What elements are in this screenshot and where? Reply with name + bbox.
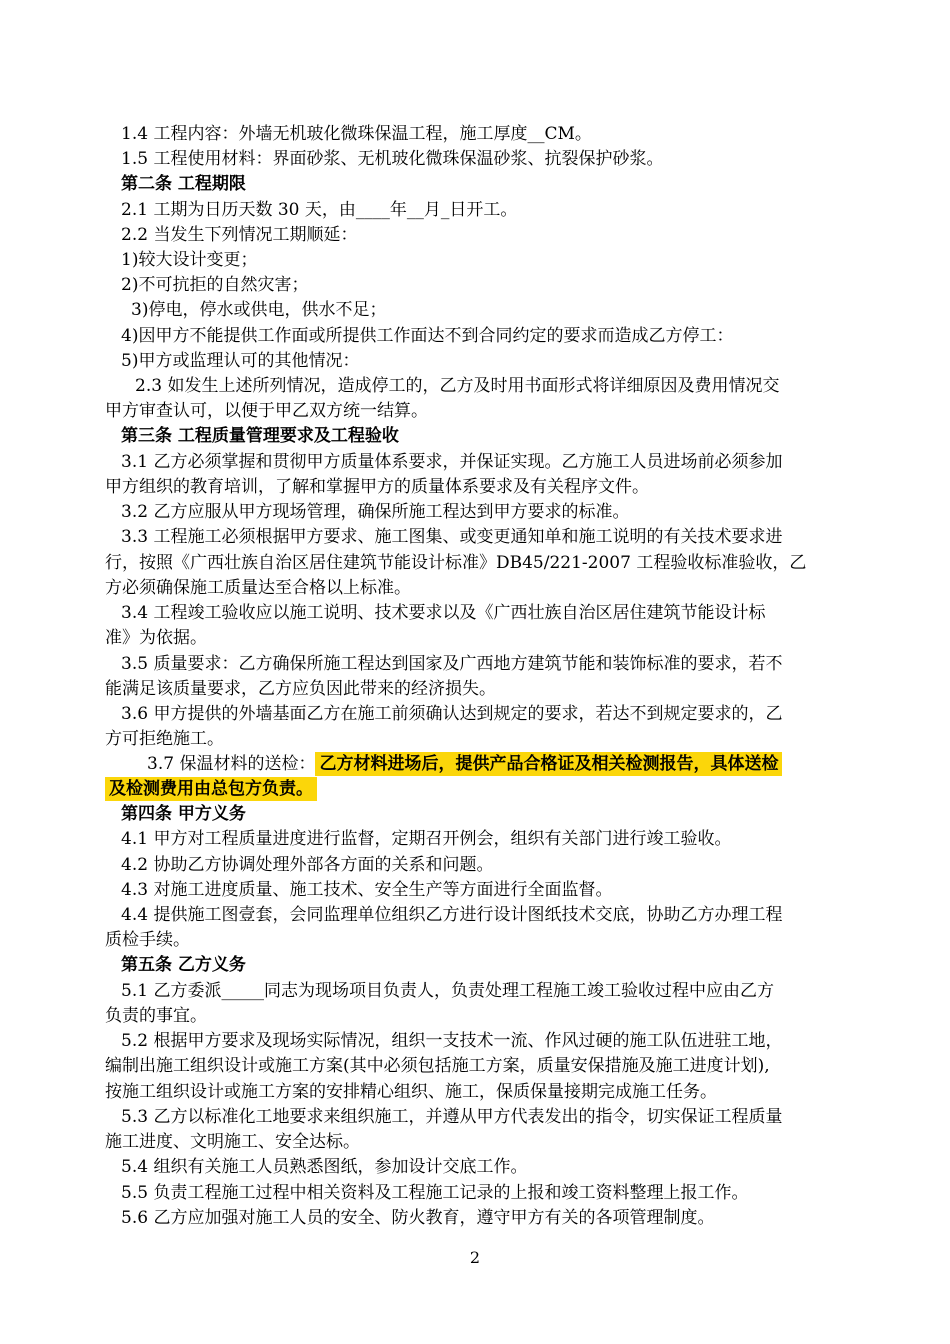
line-text: 4.1 甲方对工程质量进度进行监督，定期召开例会，组织有关部门进行竣工验收。	[121, 829, 732, 849]
section-heading	[121, 802, 246, 827]
line-text: 5)甲方或监理认可的其他情况：	[121, 351, 360, 371]
text-line	[121, 1155, 527, 1180]
highlighted-text: 及检测费用由总包方负责。	[105, 777, 317, 801]
line-text: 行，按照《广西壮族自治区居住建筑节能设计标准》DB45/221-2007 工程验收标准验收，乙	[105, 553, 807, 573]
line-text: 3.6 甲方提供的外墙基面乙方在施工前须确认达到规定的要求，若达不到规定要求的，乙	[121, 704, 783, 724]
text-line	[131, 298, 386, 323]
line-text: 3.7 保温材料的送检：	[147, 754, 316, 774]
text-line	[105, 551, 806, 576]
text-line	[105, 928, 190, 953]
text-line	[121, 652, 782, 677]
text-line	[105, 1054, 770, 1079]
text-line	[121, 601, 765, 626]
text-line	[105, 1130, 360, 1155]
line-text: 2.3 如发生上述所列情况，造成停工的，乙方及时用书面形式将详细原因及费用情况交	[135, 376, 780, 396]
section-heading	[121, 172, 246, 197]
line-text: 3.5 质量要求：乙方确保所施工程达到国家及广西地方建筑节能和装饰标准的要求，若不	[121, 654, 783, 674]
line-text: 准》为依据。	[105, 628, 207, 648]
line-text: 3.4 工程竣工验收应以施工说明、技术要求以及《广西壮族自治区居住建筑节能设计标	[121, 603, 766, 623]
line-text: 编制出施工组织设计或施工方案(其中必须包括施工方案，质量安保措施及施工进度计划),	[105, 1056, 770, 1076]
text-line	[147, 752, 782, 777]
line-text: 2)不可抗拒的自然灾害；	[121, 275, 309, 295]
text-line	[121, 324, 733, 349]
line-text: 4.3 对施工进度质量、施工技术、安全生产等方面进行全面监督。	[121, 880, 613, 900]
line-text: 能满足该质量要求，乙方应负因此带来的经济损失。	[105, 679, 496, 699]
text-line	[121, 273, 308, 298]
line-text: 2.2 当发生下列情况工期顺延：	[121, 225, 358, 245]
text-line	[121, 525, 782, 550]
line-text: 施工进度、文明施工、安全达标。	[105, 1132, 360, 1152]
text-line	[121, 878, 612, 903]
line-text: 4.4 提供施工图壹套，会同监理单位组织乙方进行设计图纸技术交底，协助乙方办理工程	[121, 905, 783, 925]
line-text: 3.3 工程施工必须根据甲方要求、施工图集、或变更通知单和施工说明的有关技术要求进	[121, 527, 783, 547]
text-line	[105, 1004, 207, 1029]
line-text: 5.3 乙方以标准化工地要求来组织施工，并遵从甲方代表发出的指令，切实保证工程质量	[121, 1107, 783, 1127]
line-text: 1.4 工程内容：外墙无机玻化微珠保温工程，施工厚度__CM。	[121, 124, 592, 144]
line-text: 3.1 乙方必须掌握和贯彻甲方质量体系要求，并保证实现。乙方施工人员进场前必须参加	[121, 452, 783, 472]
line-text: 5.1 乙方委派_____同志为现场项目负责人，负责处理工程施工竣工验收过程中应由乙方	[121, 981, 774, 1001]
text-line	[105, 727, 224, 752]
text-line	[121, 500, 629, 525]
text-line	[121, 248, 257, 273]
text-line	[105, 475, 649, 500]
line-text: 3.2 乙方应服从甲方现场管理，确保所施工程达到甲方要求的标准。	[121, 502, 630, 522]
text-line	[121, 702, 782, 727]
line-text: 第四条 甲方义务	[121, 804, 246, 824]
text-line	[121, 1206, 714, 1231]
line-text: 1.5 工程使用材料：界面砂浆、无机玻化微珠保温砂浆、抗裂保护砂浆。	[121, 149, 664, 169]
line-text: 甲方审查认可，以便于甲乙双方统一结算。	[105, 401, 428, 421]
line-text: 质检手续。	[105, 930, 190, 950]
line-text: 5.4 组织有关施工人员熟悉图纸，参加设计交底工作。	[121, 1157, 528, 1177]
text-line	[121, 979, 774, 1004]
line-text: 方可拒绝施工。	[105, 729, 224, 749]
highlighted-text: 乙方材料进场后，提供产品合格证及相关检测报告，具体送检	[315, 752, 782, 776]
text-line	[121, 903, 782, 928]
text-line	[105, 399, 428, 424]
line-text: 3)停电，停水或供电，供水不足；	[131, 300, 387, 320]
text-line	[121, 827, 731, 852]
line-text: 第三条 工程质量管理要求及工程验收	[121, 426, 399, 446]
line-text: 5.6 乙方应加强对施工人员的安全、防火教育，遵守甲方有关的各项管理制度。	[121, 1208, 715, 1228]
line-text: 第二条 工程期限	[121, 174, 246, 194]
text-line	[105, 626, 207, 651]
line-text: 方必须确保施工质量达至合格以上标准。	[105, 578, 411, 598]
text-line	[121, 147, 663, 172]
text-line	[121, 1105, 782, 1130]
text-line	[105, 777, 317, 802]
text-line	[121, 198, 517, 223]
text-line	[121, 122, 592, 147]
text-line	[121, 450, 782, 475]
text-line	[135, 374, 779, 399]
text-line	[105, 576, 411, 601]
line-text: 第五条 乙方义务	[121, 955, 246, 975]
line-text: 4.2 协助乙方协调处理外部各方面的关系和问题。	[121, 855, 494, 875]
text-line	[105, 677, 496, 702]
line-text: 2.1 工期为日历天数 30 天，由____年__月_日开工。	[121, 200, 518, 220]
section-heading	[121, 953, 246, 978]
line-text: 按施工组织设计或施工方案的安排精心组织、施工，保质保量接期完成施工任务。	[105, 1082, 717, 1102]
line-text: 甲方组织的教育培训，了解和掌握甲方的质量体系要求及有关程序文件。	[105, 477, 649, 497]
line-text: 5.2 根据甲方要求及现场实际情况，组织一支技术一流、作风过硬的施工队伍进驻工地，	[121, 1031, 783, 1051]
text-line	[121, 1029, 782, 1054]
text-line	[121, 349, 359, 374]
text-line	[121, 1181, 748, 1206]
text-line	[121, 223, 357, 248]
text-line	[121, 853, 493, 878]
line-text: 4)因甲方不能提供工作面或所提供工作面达不到合同约定的要求而造成乙方停工：	[121, 326, 734, 346]
text-line	[105, 1080, 717, 1105]
page-number: 2	[469, 1248, 481, 1267]
section-heading	[121, 424, 399, 449]
line-text: 1)较大设计变更；	[121, 250, 258, 270]
line-text: 5.5 负责工程施工过程中相关资料及工程施工记录的上报和竣工资料整理上报工作。	[121, 1183, 749, 1203]
line-text: 负责的事宜。	[105, 1006, 207, 1026]
